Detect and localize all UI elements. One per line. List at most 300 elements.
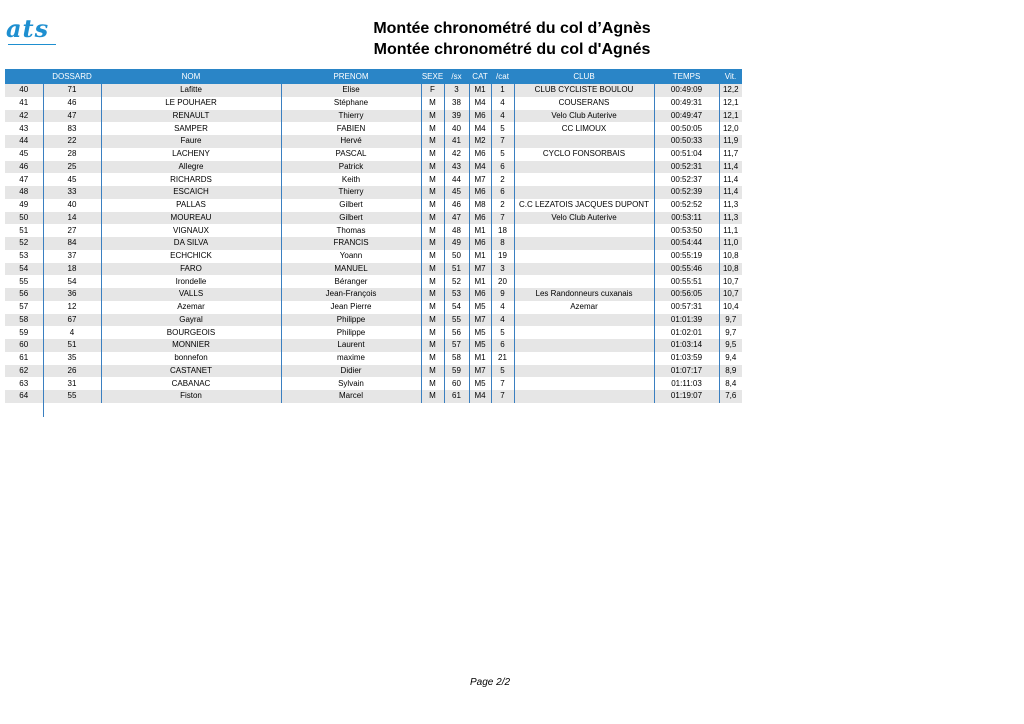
cell-dossard: 4 [43, 326, 101, 339]
cell-temps: 00:49:09 [654, 84, 719, 97]
cell-cat: M5 [469, 301, 491, 314]
cell-nom: MOUREAU [101, 212, 281, 225]
table-row [5, 212, 742, 225]
cell-catrank: 7 [491, 390, 514, 403]
cell-sx: 48 [444, 224, 469, 237]
cell-prenom: Elise [281, 84, 421, 97]
cell-catrank: 2 [491, 173, 514, 186]
cell-cat: M8 [469, 199, 491, 212]
cell-sx: 58 [444, 352, 469, 365]
table-row [5, 377, 742, 390]
cell-catrank: 6 [491, 161, 514, 174]
cell-nom: BOURGEOIS [101, 326, 281, 339]
cell-prenom: Yoann [281, 250, 421, 263]
cell-dossard: 36 [43, 288, 101, 301]
cell-dossard: 37 [43, 250, 101, 263]
cell-sx: 46 [444, 199, 469, 212]
cell-prenom: Philippe [281, 326, 421, 339]
cell-dossard: 45 [43, 173, 101, 186]
cell-nom: Azemar [101, 301, 281, 314]
cell-nom: Fiston [101, 390, 281, 403]
cell-club: CC LIMOUX [514, 122, 654, 135]
cell-temps: 00:49:47 [654, 110, 719, 123]
table-body [5, 84, 742, 417]
cell-sexe: M [421, 263, 444, 276]
table-row [5, 224, 742, 237]
table-row [5, 263, 742, 276]
cell-temps: 00:52:52 [654, 199, 719, 212]
cell-club [514, 326, 654, 339]
cell-temps: 00:53:11 [654, 212, 719, 225]
cell-rank: 61 [5, 352, 43, 365]
page-number: Page 2/2 [470, 677, 511, 688]
cell-nom: VALLS [101, 288, 281, 301]
cell-vit: 9,7 [719, 326, 742, 339]
cell-vit: 8,4 [719, 377, 742, 390]
cell-club: COUSERANS [514, 97, 654, 110]
cell-vit: 11,7 [719, 148, 742, 161]
table-row [5, 301, 742, 314]
cell-cat: M7 [469, 173, 491, 186]
cell-temps: 01:01:39 [654, 314, 719, 327]
cell-nom: Faure [101, 135, 281, 148]
cell-rank: 57 [5, 301, 43, 314]
cell-catrank: 5 [491, 326, 514, 339]
cell-club [514, 275, 654, 288]
cell-vit: 11,4 [719, 173, 742, 186]
cell-temps: 00:55:51 [654, 275, 719, 288]
cell-nom: LACHENY [101, 148, 281, 161]
cell-sx: 39 [444, 110, 469, 123]
cell-temps: 00:49:31 [654, 97, 719, 110]
cell-vit: 10,8 [719, 250, 742, 263]
cell-rank: 43 [5, 122, 43, 135]
cell-prenom: Béranger [281, 275, 421, 288]
cell-sexe: M [421, 275, 444, 288]
table-row [5, 314, 742, 327]
cell-dossard: 55 [43, 390, 101, 403]
cell-cat: M6 [469, 212, 491, 225]
cell-cat: M6 [469, 288, 491, 301]
cell-cat: M6 [469, 186, 491, 199]
cell-vit: 11,4 [719, 186, 742, 199]
cell-dossard: 47 [43, 110, 101, 123]
cell-catrank: 21 [491, 352, 514, 365]
column-header-rank [5, 69, 43, 84]
cell-dossard: 27 [43, 224, 101, 237]
cell-club [514, 186, 654, 199]
cell-temps: 00:50:05 [654, 122, 719, 135]
cell-cat: M5 [469, 339, 491, 352]
cell-prenom: maxime [281, 352, 421, 365]
cell-club: Azemar [514, 301, 654, 314]
cell-catrank: 4 [491, 301, 514, 314]
cell-dossard: 35 [43, 352, 101, 365]
cell-rank: 52 [5, 237, 43, 250]
cell-catrank: 5 [491, 148, 514, 161]
cell-rank: 63 [5, 377, 43, 390]
table-row [5, 186, 742, 199]
cell-temps: 00:53:50 [654, 224, 719, 237]
cell-club: Velo Club Auterive [514, 212, 654, 225]
cell-prenom: Stéphane [281, 97, 421, 110]
cell-club [514, 314, 654, 327]
cell-vit: 9,7 [719, 314, 742, 327]
cell-cat: M5 [469, 326, 491, 339]
cell-catrank: 5 [491, 122, 514, 135]
cell-prenom: MANUEL [281, 263, 421, 276]
cell-temps: 01:02:01 [654, 326, 719, 339]
cell-sx: 42 [444, 148, 469, 161]
cell-sexe: M [421, 250, 444, 263]
empty-cell [514, 403, 654, 417]
cell-temps: 01:19:07 [654, 390, 719, 403]
cell-cat: M7 [469, 365, 491, 378]
cell-club: Les Randonneurs cuxanais [514, 288, 654, 301]
cell-sexe: M [421, 186, 444, 199]
cell-sexe: M [421, 237, 444, 250]
cell-temps: 00:52:37 [654, 173, 719, 186]
cell-club: CYCLO FONSORBAIS [514, 148, 654, 161]
cell-vit: 12,1 [719, 97, 742, 110]
cell-sx: 47 [444, 212, 469, 225]
cell-dossard: 51 [43, 339, 101, 352]
cell-vit: 10,7 [719, 275, 742, 288]
cell-sx: 50 [444, 250, 469, 263]
cell-catrank: 5 [491, 365, 514, 378]
cell-cat: M2 [469, 135, 491, 148]
cell-club: Velo Club Auterive [514, 110, 654, 123]
table-row [5, 97, 742, 110]
cell-club [514, 377, 654, 390]
cell-sexe: M [421, 148, 444, 161]
ats-logo [6, 14, 56, 52]
cell-vit: 11,1 [719, 224, 742, 237]
cell-vit: 9,5 [719, 339, 742, 352]
cell-vit: 11,0 [719, 237, 742, 250]
cell-catrank: 8 [491, 237, 514, 250]
column-header-vit: Vit. [719, 69, 742, 84]
cell-cat: M1 [469, 352, 491, 365]
cell-catrank: 7 [491, 377, 514, 390]
cell-sexe: F [421, 84, 444, 97]
cell-prenom: Gilbert [281, 199, 421, 212]
cell-prenom: Philippe [281, 314, 421, 327]
cell-sexe: M [421, 339, 444, 352]
cell-sx: 60 [444, 377, 469, 390]
cell-rank: 55 [5, 275, 43, 288]
empty-cell [654, 403, 719, 417]
column-header-temps: TEMPS [654, 69, 719, 84]
cell-vit: 11,3 [719, 199, 742, 212]
cell-catrank: 7 [491, 212, 514, 225]
table-row [5, 339, 742, 352]
cell-vit: 10,8 [719, 263, 742, 276]
cell-dossard: 71 [43, 84, 101, 97]
cell-sx: 38 [444, 97, 469, 110]
cell-prenom: Sylvain [281, 377, 421, 390]
cell-dossard: 84 [43, 237, 101, 250]
column-header-sexe: SEXE [421, 69, 444, 84]
cell-dossard: 12 [43, 301, 101, 314]
cell-catrank: 1 [491, 84, 514, 97]
cell-vit: 10,4 [719, 301, 742, 314]
cell-sx: 49 [444, 237, 469, 250]
cell-nom: FARO [101, 263, 281, 276]
table-row [5, 135, 742, 148]
table-row [5, 161, 742, 174]
cell-catrank: 6 [491, 186, 514, 199]
cell-sexe: M [421, 161, 444, 174]
cell-sx: 41 [444, 135, 469, 148]
table-row [5, 352, 742, 365]
cell-club: C.C LEZATOIS JACQUES DUPONT [514, 199, 654, 212]
cell-sx: 59 [444, 365, 469, 378]
cell-prenom: Jean-François [281, 288, 421, 301]
cell-rank: 48 [5, 186, 43, 199]
cell-sexe: M [421, 110, 444, 123]
cell-vit: 9,4 [719, 352, 742, 365]
cell-catrank: 2 [491, 199, 514, 212]
cell-nom: SAMPER [101, 122, 281, 135]
cell-catrank: 19 [491, 250, 514, 263]
cell-nom: Allegre [101, 161, 281, 174]
cell-sexe: M [421, 173, 444, 186]
column-header-nom: NOM [101, 69, 281, 84]
empty-cell [5, 403, 43, 417]
cell-club [514, 224, 654, 237]
cell-vit: 7,6 [719, 390, 742, 403]
cell-club [514, 390, 654, 403]
cell-cat: M6 [469, 110, 491, 123]
cell-prenom: Thomas [281, 224, 421, 237]
cell-nom: LE POUHAER [101, 97, 281, 110]
cell-temps: 01:07:17 [654, 365, 719, 378]
cell-nom: Gayral [101, 314, 281, 327]
cell-rank: 56 [5, 288, 43, 301]
cell-prenom: Thierry [281, 110, 421, 123]
cell-prenom: FABIEN [281, 122, 421, 135]
cell-nom: PALLAS [101, 199, 281, 212]
cell-prenom: Marcel [281, 390, 421, 403]
cell-rank: 47 [5, 173, 43, 186]
column-header-sx: /sx [444, 69, 469, 84]
cell-cat: M6 [469, 148, 491, 161]
cell-catrank: 20 [491, 275, 514, 288]
cell-cat: M5 [469, 377, 491, 390]
cell-temps: 00:56:05 [654, 288, 719, 301]
column-header-club: CLUB [514, 69, 654, 84]
cell-rank: 46 [5, 161, 43, 174]
cell-dossard: 67 [43, 314, 101, 327]
cell-dossard: 33 [43, 186, 101, 199]
cell-cat: M7 [469, 263, 491, 276]
cell-rank: 42 [5, 110, 43, 123]
cell-nom: CASTANET [101, 365, 281, 378]
cell-sexe: M [421, 377, 444, 390]
table-row [5, 84, 742, 97]
cell-sx: 43 [444, 161, 469, 174]
cell-sexe: M [421, 97, 444, 110]
cell-vit: 8,9 [719, 365, 742, 378]
cell-sexe: M [421, 212, 444, 225]
cell-nom: CABANAC [101, 377, 281, 390]
cell-temps: 01:03:59 [654, 352, 719, 365]
cell-dossard: 28 [43, 148, 101, 161]
empty-cell [491, 403, 514, 417]
cell-rank: 45 [5, 148, 43, 161]
cell-club [514, 250, 654, 263]
cell-rank: 44 [5, 135, 43, 148]
cell-nom: RICHARDS [101, 173, 281, 186]
cell-nom: Irondelle [101, 275, 281, 288]
cell-sx: 57 [444, 339, 469, 352]
results-table [5, 69, 742, 417]
page-subtitle: Montée chronométré du col d'Agnés [373, 41, 651, 58]
cell-temps: 00:50:33 [654, 135, 719, 148]
cell-temps: 00:51:04 [654, 148, 719, 161]
table-row [5, 390, 742, 403]
empty-cell [101, 403, 281, 417]
cell-temps: 00:54:44 [654, 237, 719, 250]
cell-catrank: 9 [491, 288, 514, 301]
cell-catrank: 3 [491, 263, 514, 276]
cell-dossard: 14 [43, 212, 101, 225]
cell-sexe: M [421, 352, 444, 365]
cell-catrank: 4 [491, 314, 514, 327]
cell-cat: M4 [469, 122, 491, 135]
cell-sexe: M [421, 288, 444, 301]
empty-cell [469, 403, 491, 417]
cell-prenom: FRANCIS [281, 237, 421, 250]
cell-temps: 00:57:31 [654, 301, 719, 314]
cell-rank: 51 [5, 224, 43, 237]
cell-rank: 41 [5, 97, 43, 110]
column-header-prenom: PRENOM [281, 69, 421, 84]
cell-cat: M1 [469, 275, 491, 288]
cell-sexe: M [421, 326, 444, 339]
cell-dossard: 26 [43, 365, 101, 378]
empty-cell [281, 403, 421, 417]
cell-sx: 45 [444, 186, 469, 199]
cell-club [514, 161, 654, 174]
empty-cell [421, 403, 444, 417]
cell-sx: 51 [444, 263, 469, 276]
cell-temps: 00:55:46 [654, 263, 719, 276]
cell-temps: 00:52:31 [654, 161, 719, 174]
cell-cat: M1 [469, 224, 491, 237]
cell-dossard: 31 [43, 377, 101, 390]
empty-row [5, 403, 742, 417]
cell-club [514, 135, 654, 148]
cell-sexe: M [421, 301, 444, 314]
cell-dossard: 18 [43, 263, 101, 276]
cell-sx: 61 [444, 390, 469, 403]
cell-prenom: Keith [281, 173, 421, 186]
logo-underline [8, 44, 56, 48]
cell-nom: MONNIER [101, 339, 281, 352]
cell-vit: 10,7 [719, 288, 742, 301]
cell-nom: DA SILVA [101, 237, 281, 250]
column-header-dossard: DOSSARD [43, 69, 101, 84]
cell-cat: M7 [469, 314, 491, 327]
column-header-cat: CAT [469, 69, 491, 84]
empty-cell [719, 403, 742, 417]
cell-sx: 52 [444, 275, 469, 288]
cell-rank: 49 [5, 199, 43, 212]
cell-club: CLUB CYCLISTE BOULOU [514, 84, 654, 97]
cell-nom: bonnefon [101, 352, 281, 365]
cell-rank: 40 [5, 84, 43, 97]
logo-text: ats [6, 14, 50, 43]
cell-vit: 12,2 [719, 84, 742, 97]
cell-cat: M4 [469, 97, 491, 110]
cell-sx: 40 [444, 122, 469, 135]
cell-cat: M4 [469, 161, 491, 174]
cell-rank: 53 [5, 250, 43, 263]
cell-dossard: 83 [43, 122, 101, 135]
table-row [5, 288, 742, 301]
cell-sexe: M [421, 224, 444, 237]
table-header-row [5, 69, 742, 84]
cell-rank: 58 [5, 314, 43, 327]
table-row [5, 237, 742, 250]
cell-dossard: 25 [43, 161, 101, 174]
cell-prenom: Thierry [281, 186, 421, 199]
cell-sexe: M [421, 314, 444, 327]
cell-club [514, 263, 654, 276]
cell-temps: 01:11:03 [654, 377, 719, 390]
cell-nom: RENAULT [101, 110, 281, 123]
cell-club [514, 365, 654, 378]
cell-sx: 44 [444, 173, 469, 186]
table-row [5, 199, 742, 212]
cell-catrank: 4 [491, 97, 514, 110]
cell-club [514, 237, 654, 250]
cell-sx: 53 [444, 288, 469, 301]
cell-nom: ESCAICH [101, 186, 281, 199]
cell-cat: M6 [469, 237, 491, 250]
cell-prenom: Gilbert [281, 212, 421, 225]
cell-prenom: Patrick [281, 161, 421, 174]
cell-catrank: 7 [491, 135, 514, 148]
cell-sexe: M [421, 135, 444, 148]
cell-club [514, 339, 654, 352]
cell-prenom: PASCAL [281, 148, 421, 161]
cell-prenom: Jean Pierre [281, 301, 421, 314]
cell-prenom: Hervé [281, 135, 421, 148]
cell-rank: 60 [5, 339, 43, 352]
cell-cat: M4 [469, 390, 491, 403]
cell-catrank: 4 [491, 110, 514, 123]
cell-vit: 12,0 [719, 122, 742, 135]
cell-vit: 11,9 [719, 135, 742, 148]
table-row [5, 110, 742, 123]
table-row [5, 148, 742, 161]
cell-sexe: M [421, 365, 444, 378]
cell-catrank: 6 [491, 339, 514, 352]
cell-temps: 00:55:19 [654, 250, 719, 263]
cell-nom: ECHCHICK [101, 250, 281, 263]
cell-rank: 50 [5, 212, 43, 225]
cell-sexe: M [421, 122, 444, 135]
column-header-catrank: /cat [491, 69, 514, 84]
cell-rank: 62 [5, 365, 43, 378]
cell-prenom: Laurent [281, 339, 421, 352]
table-row [5, 275, 742, 288]
cell-sx: 55 [444, 314, 469, 327]
cell-sx: 56 [444, 326, 469, 339]
